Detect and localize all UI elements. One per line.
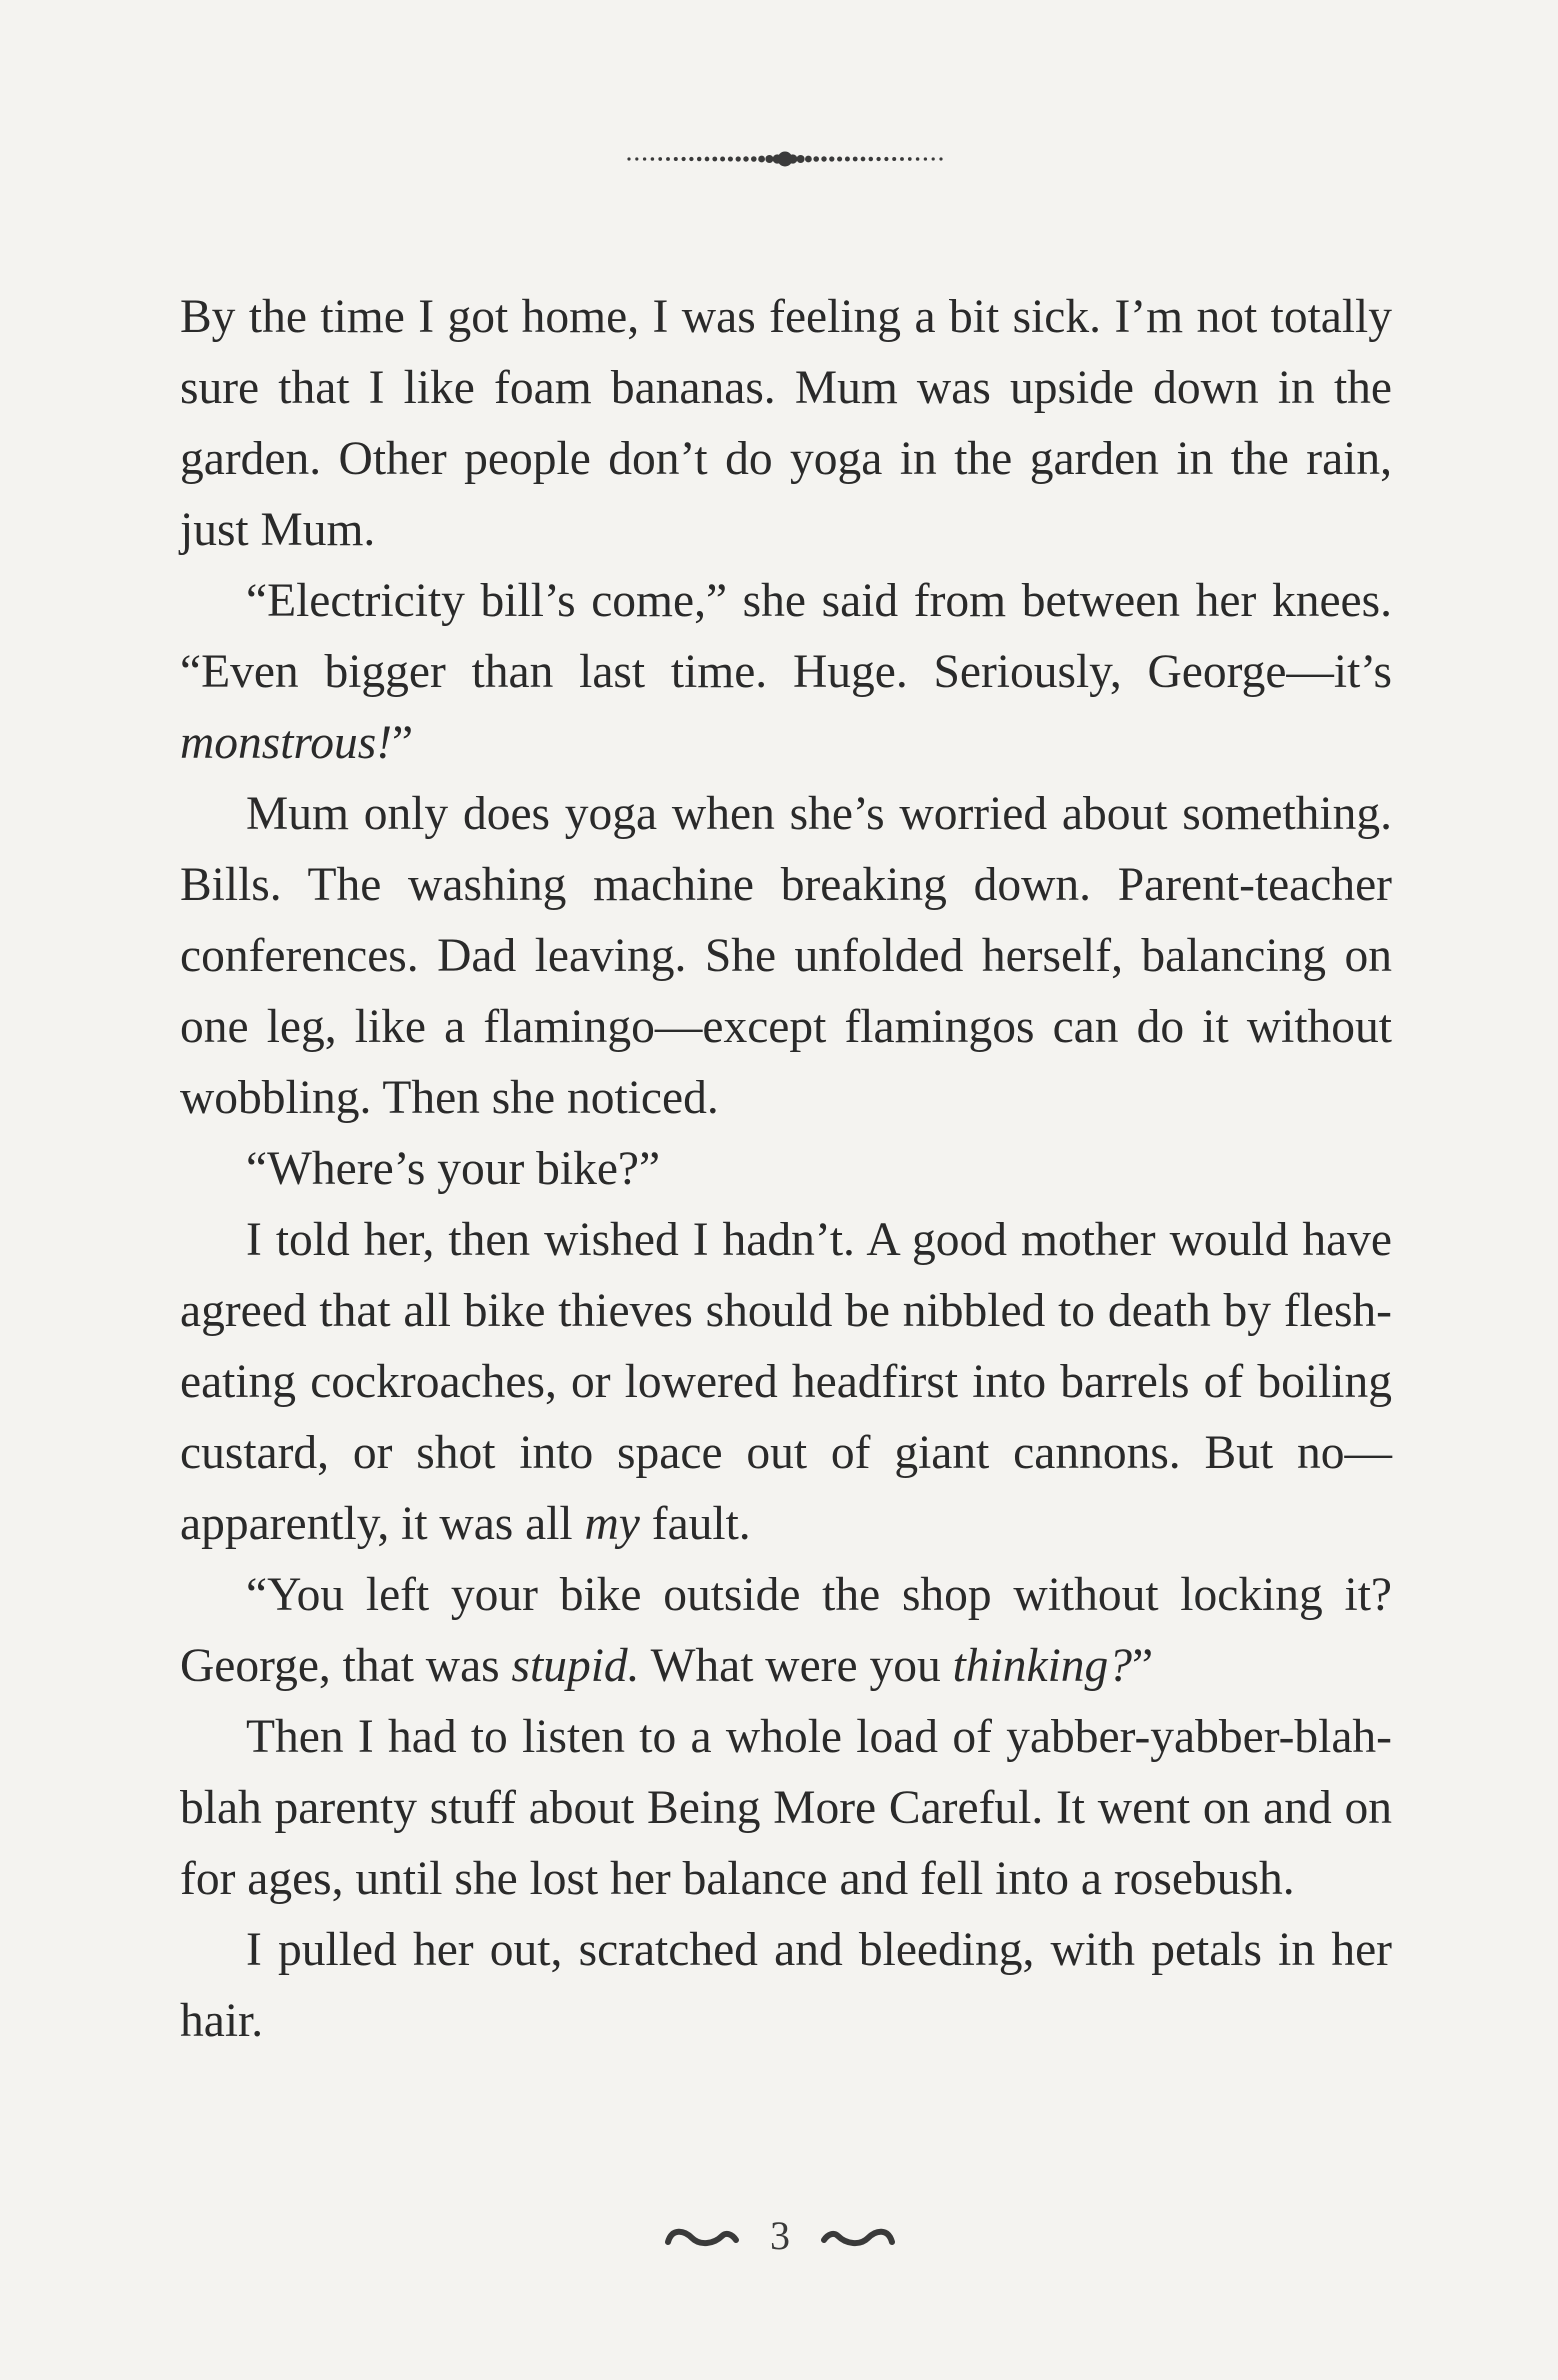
italic-text: thinking? — [952, 1640, 1133, 1692]
paragraph — [180, 1205, 1392, 1560]
ornament-dot — [900, 157, 904, 161]
ornament-dot — [884, 157, 888, 161]
page-footer — [650, 2208, 910, 2268]
swash-right-icon — [818, 2222, 898, 2254]
ornament-dot — [908, 157, 912, 161]
paragraph — [180, 779, 1392, 1134]
ornament-dot — [651, 157, 655, 161]
ornament-dot — [821, 156, 826, 161]
text-span: ” — [1132, 1640, 1154, 1692]
ornament-dot — [861, 157, 866, 162]
ornament-dot — [853, 157, 858, 162]
ornament-dot — [627, 157, 630, 160]
dotted-divider-ornament-icon — [620, 144, 950, 174]
ornament-dot — [689, 157, 693, 161]
paragraph — [180, 1702, 1392, 1915]
ornament-dot — [876, 157, 880, 161]
paragraph — [180, 1915, 1392, 2057]
page-number: 3 — [770, 2213, 790, 2258]
ornament-dot — [892, 157, 896, 161]
ornament-dot — [758, 156, 765, 163]
ornament-dot — [658, 157, 662, 161]
ornament-dot — [924, 157, 927, 160]
ornament-dot — [728, 156, 733, 161]
text-span: Then I had to listen to a whole load of yabber-yabber-blah-blah parenty stuff about Being More Careful. It went on and on for ages, until she lost her balance and fell into a rosebush. — [180, 1711, 1392, 1905]
ornament-dot — [829, 156, 834, 161]
ornament-dot — [939, 157, 942, 160]
text-span: By the time I got home, I was feeling a bit sick. I’m not totally sure that I like foam bananas. Mum was upside down in the garden. Other people don’t do yoga in the garden in the rain, just Mum. — [180, 291, 1392, 556]
ornament-dot — [813, 156, 819, 162]
text-span: What were you — [639, 1640, 953, 1692]
paragraph — [180, 566, 1392, 779]
italic-text: stupid. — [511, 1640, 640, 1692]
ornament-dot — [797, 155, 805, 163]
ornament-dot — [666, 157, 670, 161]
italic-text: my — [584, 1498, 640, 1550]
ornament-dot — [682, 157, 686, 161]
ornament-dot — [643, 157, 646, 160]
text-span: I pulled her out, scratched and bleeding, with petals in her hair. — [180, 1924, 1392, 2047]
italic-text: monstrous! — [180, 717, 393, 769]
ornament-dot — [845, 157, 850, 162]
ornament-dot — [765, 155, 773, 163]
ornament-dot — [674, 157, 678, 161]
ornament-dot — [751, 156, 757, 162]
body-text — [180, 282, 1392, 2057]
text-span: “You left your bike outside the shop without locking it? George, that was — [180, 1569, 1392, 1692]
text-span: ” — [392, 717, 414, 769]
text-span: I told her, then wished I hadn’t. A good mother would have agreed that all bike thieves should be nibbled to death by flesh-eating cockroaches, or lowered headfirst into barrels of boiling custard, or shot into space out of giant cannons. But no—apparently, it was all — [180, 1214, 1392, 1550]
ornament-dot — [869, 157, 873, 161]
paragraph — [180, 1560, 1392, 1702]
ornament-dot — [736, 156, 741, 161]
ornament-dot — [697, 157, 701, 161]
text-span: “Electricity bill’s come,” she said from between her knees. “Even bigger than last time. Huge. Seriously, George—it’s — [180, 575, 1392, 698]
ornament-dot — [805, 156, 812, 163]
ornament-dot — [932, 157, 935, 160]
ornament-dot — [705, 157, 710, 162]
paragraph — [180, 1134, 1392, 1205]
text-span: “Where’s your bike?” — [246, 1143, 661, 1195]
ornament-dot — [635, 157, 638, 160]
ornament-dot — [743, 156, 748, 161]
text-span: Mum only does yoga when she’s worried about something. Bills. The washing machine breaking down. Parent-teacher conferences. Dad leaving. She unfolded herself, balancing on one leg, like a flamingo—except flamingos can do it without wobbling. Then she noticed. — [180, 788, 1392, 1124]
text-span: fault. — [639, 1498, 751, 1550]
paragraph — [180, 282, 1392, 566]
ornament-dot — [720, 157, 725, 162]
ornament-dot — [712, 157, 717, 162]
ornament-dot — [788, 154, 797, 163]
ornament-dot — [837, 156, 842, 161]
ornament-dot — [916, 157, 920, 161]
